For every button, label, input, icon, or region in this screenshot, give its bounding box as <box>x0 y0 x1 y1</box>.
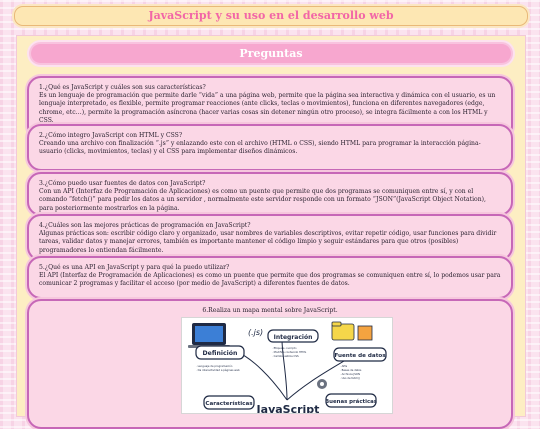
question-text: 6.Realiza un mapa mental sobre JavaScript. <box>202 307 338 314</box>
connector-line <box>237 352 287 400</box>
fuente-item: · Uso de fetch() <box>340 377 360 380</box>
question-card-4 <box>27 214 513 261</box>
buenas-practicas-label: Buenas prácticas <box>325 399 377 405</box>
question-text: 1.¿Qué es JavaScript y cuáles son sus características? <box>39 84 206 91</box>
fuente-item: · APIs <box>340 365 348 368</box>
questions-panel <box>16 35 526 417</box>
section-title: Preguntas <box>239 47 303 60</box>
definicion-label: Definición <box>202 350 238 357</box>
answer-text: Algunas prácticas son: escribir código claro y organizado, usar nombres de variables descriptivos, evitar repetir código, usar funciones para dividir tareas, validar datos y manejar errores, también es importante mantener el código limpio y seguir estándares para que otros (posibles) programadores lo entiendan fácilmente. <box>39 230 497 254</box>
integracion-label: Integración <box>273 334 313 341</box>
folder-icon <box>332 322 354 340</box>
center-label: JavaScript <box>256 403 320 413</box>
question-card-2 <box>27 124 513 171</box>
fuente-item: · Archivos JSON <box>340 373 360 376</box>
laptop-icon <box>188 323 230 348</box>
mind-map-svg <box>182 318 392 413</box>
question-card-3 <box>27 172 513 216</box>
page-header <box>14 6 528 26</box>
caracteristicas-label: Características <box>205 401 253 407</box>
answer-text: Creando una archivo con finalización “.js” y enlazando este con el archivo (HTML o CSS), siendo HTML para programar la interacción página-usuario (clicks, movimientos, teclas) y el CSS para implementar diseños dinámicos. <box>39 140 481 156</box>
question-text: 3.¿Cómo puedo usar fuentes de datos con JavaScript? <box>39 180 206 187</box>
section-title-bar <box>31 44 511 63</box>
definicion-item: · Lenguaje de programación <box>196 365 233 368</box>
question-text: 5.¿Qué es una API en JavaScript y para qué la puedo utilizar? <box>39 264 230 271</box>
definicion-item: · Da interactividad a páginas web <box>196 369 240 372</box>
gear-icon <box>317 379 327 389</box>
book-icon <box>358 326 372 340</box>
mind-map-image <box>181 317 393 414</box>
page-title: JavaScript y su uso en el desarrollo web <box>148 9 394 22</box>
question-text: 4.¿Cuáles son las mejores prácticas de programación en JavaScript? <box>39 222 251 229</box>
integracion-item: · Etiqueta <script> <box>272 347 297 350</box>
answer-text: Es un lenguaje de programación que permite darle “vida” a una página web, permite que la página sea interactiva y dinámica con el usuario, es un lenguaje interpretado, es flexible, permite programar reacciones (ante clicks, teclas o movimientos), funciona en diferentes navegadores (edge, chrome, etc…), permite la programación asíncrona (hacer varias cosas sin detener ningún otro proceso), se integra fácilmente a con los HTML y CSS. <box>39 92 496 124</box>
question-text: 2.¿Cómo integro JavaScript con HTML y CSS? <box>39 132 183 139</box>
js-tag: (.js) <box>248 328 264 337</box>
question-card-6 <box>27 299 513 429</box>
integracion-item: · Cambia estilos CSS <box>272 355 299 358</box>
question-card-5 <box>27 256 513 299</box>
answer-text: Con un API (Interfaz de Programación de Aplicaciones) es como un puente que permite que dos programas se comuniquen entre sí, y con el comando “fetch()” para pedir los datos a un servidor , normalmente este servidor responde con un formato “JSON”(JavaScript Object Notation), para posteriormente mostrarlos en la página. <box>39 188 486 212</box>
answer-text: El API (Interfaz de Programación de Aplicaciones) es como un puente que permite que dos programas se comuniquen entre sí, lo podemos usar para comunicar 2 programas y facilitar el acceso (por medio de JavaScript) a diferentes fuentes de datos. <box>39 272 501 288</box>
integracion-item: · Modifica contenido HTML <box>272 351 307 354</box>
fuente-item: · Bases de datos <box>340 369 362 372</box>
fuente-label: Fuente de datos <box>334 353 386 359</box>
